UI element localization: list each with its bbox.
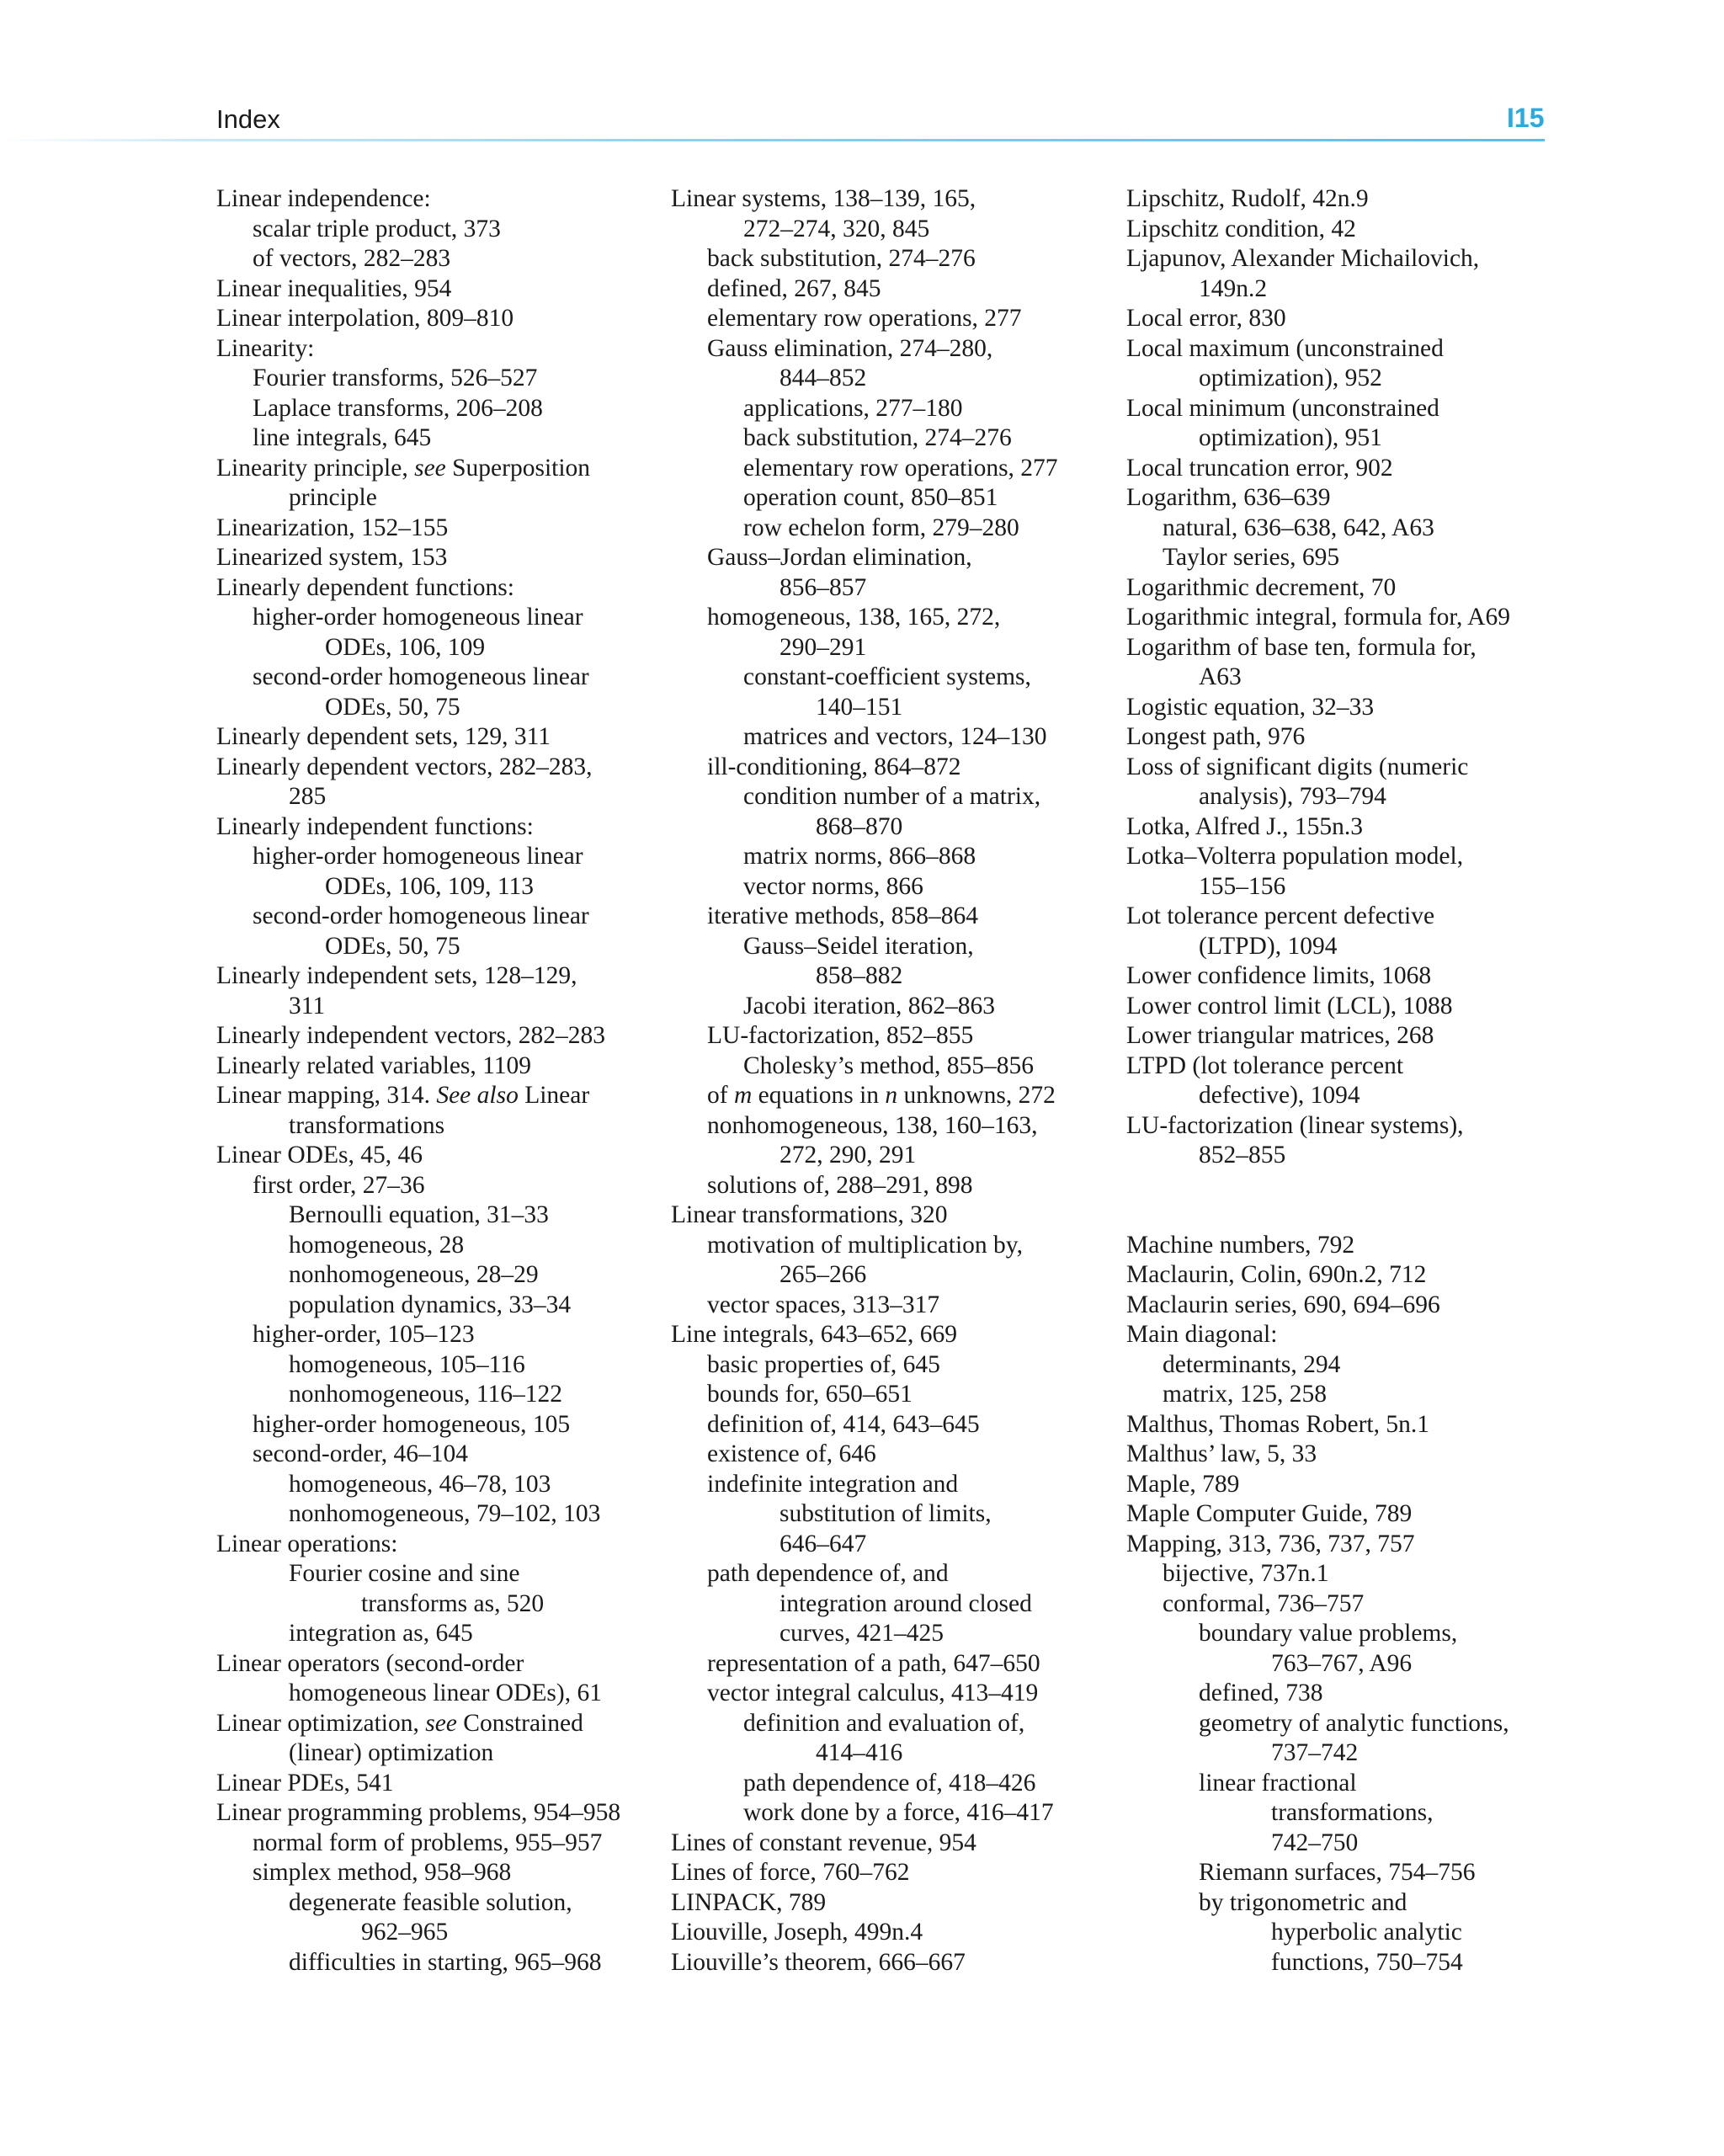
index-entry: Maple, 789 [1126, 1470, 1240, 1498]
index-subentry: Bernoulli equation, 31–33 [289, 1201, 549, 1228]
index-entry: Logarithm of base ten, formula for, [1126, 633, 1477, 661]
index-entry: Linear independence: [216, 185, 431, 212]
index-subentry: higher-order homogeneous linear [253, 604, 583, 631]
index-subentry: higher-order, 105–123 [253, 1321, 475, 1348]
index-subentry: homogeneous linear ODEs), 61 [289, 1680, 602, 1706]
index-entry: Linearly independent functions: [216, 812, 534, 840]
index-entry: Local truncation error, 902 [1126, 454, 1393, 482]
index-entry: LINPACK, 789 [671, 1888, 827, 1916]
index-subentry: 868–870 [816, 812, 903, 840]
index-subentry: definition and evaluation of, [743, 1709, 1025, 1737]
index-subentry: 140–151 [816, 693, 903, 721]
index-subentry: bijective, 737n.1 [1163, 1560, 1329, 1587]
index-subentry: 844–852 [780, 365, 867, 391]
index-subentry: condition number of a matrix, [743, 783, 1041, 810]
index-subentry: 311 [289, 992, 326, 1019]
index-subentry: determinants, 294 [1163, 1350, 1341, 1378]
index-entry: Ljapunov, Alexander Michailovich, [1126, 245, 1480, 272]
index-entry: Linear mapping, 314. See also Linear [216, 1082, 590, 1109]
index-subentry: scalar triple product, 373 [253, 215, 501, 242]
index-subentry: natural, 636–638, 642, A63 [1163, 514, 1434, 541]
index-subentry: Fourier cosine and sine [289, 1560, 520, 1587]
index-subentry: transforms as, 520 [361, 1589, 545, 1617]
index-subentry: 414–416 [816, 1739, 903, 1766]
index-entry: Liouville’s theorem, 666–667 [671, 1948, 966, 1976]
index-subentry: nonhomogeneous, 79–102, 103 [289, 1500, 601, 1527]
index-subentry: Gauss–Seidel iteration, [743, 932, 974, 960]
index-subentry: nonhomogeneous, 116–122 [289, 1381, 563, 1408]
index-entry: LU-factorization (linear systems), [1126, 1111, 1464, 1139]
index-entry: Lot tolerance percent defective [1126, 902, 1435, 929]
index-subentry: Riemann surfaces, 754–756 [1199, 1859, 1476, 1886]
index-subentry: matrix, 125, 258 [1163, 1381, 1328, 1408]
index-subentry: 737–742 [1271, 1739, 1359, 1766]
index-entry: Linear interpolation, 809–810 [216, 305, 514, 332]
index-subentry: first order, 27–36 [253, 1171, 425, 1199]
index-subentry: simplex method, 958–968 [253, 1859, 512, 1886]
index-subentry: Cholesky’s method, 855–856 [743, 1051, 1034, 1079]
index-subentry: homogeneous, 138, 165, 272, [707, 604, 1001, 631]
index-subentry: representation of a path, 647–650 [707, 1649, 1040, 1677]
index-subentry: 852–855 [1199, 1142, 1286, 1168]
index-subentry: principle [289, 484, 377, 511]
index-subentry: difficulties in starting, 965–968 [289, 1948, 602, 1976]
index-entry: LTPD (lot tolerance percent [1126, 1051, 1404, 1079]
index-subentry: defective), 1094 [1199, 1082, 1360, 1109]
index-subentry: normal form of problems, 955–957 [253, 1829, 603, 1856]
index-subentry: defined, 267, 845 [707, 274, 881, 302]
index-entry: Lower triangular matrices, 268 [1126, 1022, 1434, 1049]
index-entry: Linearly dependent vectors, 282–283, [216, 753, 593, 780]
index-subentry: ODEs, 50, 75 [325, 693, 460, 721]
index-entry: Lines of force, 760–762 [671, 1859, 910, 1886]
index-subentry: conformal, 736–757 [1163, 1589, 1365, 1617]
index-subentry: elementary row operations, 277 [743, 454, 1058, 482]
index-subentry: geometry of analytic functions, [1199, 1709, 1509, 1737]
running-head [0, 0, 1724, 143]
index-entry: Linear operations: [216, 1530, 398, 1557]
index-entry: Logarithmic integral, formula for, A69 [1126, 604, 1510, 631]
index-subentry: vector integral calculus, 413–419 [707, 1680, 1039, 1706]
index-subentry: iterative methods, 858–864 [707, 902, 978, 929]
index-subentry: boundary value problems, [1199, 1620, 1458, 1647]
index-entry: Logistic equation, 32–33 [1126, 693, 1375, 721]
index-subentry: hyperbolic analytic [1271, 1919, 1462, 1946]
index-subentry: second-order homogeneous linear [253, 663, 589, 690]
index-subentry: integration as, 645 [289, 1620, 473, 1647]
index-entry: Linearity: [216, 334, 315, 362]
index-subentry: transformations [289, 1111, 445, 1139]
index-subentry: work done by a force, 416–417 [743, 1799, 1054, 1826]
index-entry: Loss of significant digits (numeric [1126, 753, 1469, 780]
index-subentry: constant-coefficient systems, [743, 663, 1031, 690]
index-subentry: 742–750 [1271, 1829, 1359, 1856]
index-subentry: optimization), 951 [1199, 424, 1382, 451]
index-entry: Logarithmic decrement, 70 [1126, 573, 1397, 601]
index-subentry: basic properties of, 645 [707, 1350, 940, 1378]
index-subentry: 856–857 [780, 573, 867, 601]
index-entry: Linear ODEs, 45, 46 [216, 1142, 423, 1168]
index-entry: Linear inequalities, 954 [216, 274, 452, 302]
index-subentry: ODEs, 106, 109, 113 [325, 872, 535, 900]
index-subentry: back substitution, 274–276 [707, 245, 976, 272]
index-subentry: operation count, 850–851 [743, 484, 998, 511]
index-subentry: second-order, 46–104 [253, 1440, 469, 1467]
index-subentry: second-order homogeneous linear [253, 902, 589, 929]
index-entry: Local minimum (unconstrained [1126, 394, 1439, 422]
index-subentry: LU-factorization, 852–855 [707, 1022, 974, 1049]
running-head-title: Index [216, 104, 280, 134]
index-subentry: Jacobi iteration, 862–863 [743, 992, 996, 1019]
index-subentry: nonhomogeneous, 28–29 [289, 1261, 539, 1288]
index-entry: Local maximum (unconstrained [1126, 334, 1444, 362]
index-entry: Logarithm, 636–639 [1126, 484, 1331, 511]
index-subentry: solutions of, 288–291, 898 [707, 1171, 973, 1199]
index-subentry: 149n.2 [1199, 274, 1268, 302]
index-subentry: applications, 277–180 [743, 394, 963, 422]
index-subentry: path dependence of, 418–426 [743, 1769, 1036, 1797]
index-subentry: functions, 750–754 [1271, 1948, 1463, 1976]
header-rule [0, 139, 1545, 141]
index-subentry: higher-order homogeneous linear [253, 843, 583, 870]
index-subentry: by trigonometric and [1199, 1888, 1407, 1916]
index-subentry: homogeneous, 46–78, 103 [289, 1470, 551, 1498]
index-subentry: (linear) optimization [289, 1739, 494, 1766]
index-entry: Linear programming problems, 954–958 [216, 1799, 621, 1826]
index-entry: Lotka–Volterra population model, [1126, 843, 1464, 870]
index-column-3 [1126, 184, 1581, 1978]
page-number: I15 [1507, 103, 1545, 133]
index-subentry: 272, 290, 291 [780, 1142, 917, 1168]
index-subentry: linear fractional [1199, 1769, 1357, 1797]
index-subentry: A63 [1199, 663, 1242, 690]
index-entry: Linear systems, 138–139, 165, [671, 185, 976, 212]
index-subentry: ODEs, 50, 75 [325, 932, 460, 960]
index-subentry: 858–882 [816, 962, 903, 989]
index-entry: Linear transformations, 320 [671, 1201, 948, 1228]
index-subentry: of m equations in n unknowns, 272 [707, 1082, 1056, 1109]
index-entry: Linearly independent sets, 128–129, [216, 962, 577, 989]
index-subentry: elementary row operations, 277 [707, 305, 1022, 332]
index-subentry: ill-conditioning, 864–872 [707, 753, 961, 780]
index-subentry: 265–266 [780, 1261, 867, 1288]
index-entry: Maple Computer Guide, 789 [1126, 1500, 1413, 1527]
index-subentry: homogeneous, 105–116 [289, 1350, 525, 1378]
index-subentry: (LTPD), 1094 [1199, 932, 1338, 960]
index-subentry: defined, 738 [1199, 1680, 1323, 1706]
index-subentry: Gauss–Jordan elimination, [707, 544, 972, 571]
index-subentry: indefinite integration and [707, 1470, 959, 1498]
index-entry: Machine numbers, 792 [1126, 1231, 1355, 1259]
index-entry: Linear optimization, see Constrained [216, 1709, 583, 1737]
index-subentry: Taylor series, 695 [1163, 544, 1340, 571]
index-subentry: of vectors, 282–283 [253, 245, 451, 272]
index-subentry: Laplace transforms, 206–208 [253, 394, 543, 422]
index-subentry: homogeneous, 28 [289, 1231, 465, 1259]
index-entry: Local error, 830 [1126, 305, 1286, 332]
index-entry: Lotka, Alfred J., 155n.3 [1126, 812, 1364, 840]
index-subentry: 646–647 [780, 1530, 867, 1557]
index-entry: Maclaurin, Colin, 690n.2, 712 [1126, 1261, 1427, 1288]
index-entry: Lines of constant revenue, 954 [671, 1829, 976, 1856]
index-subentry: line integrals, 645 [253, 424, 432, 451]
index-entry: Malthus, Thomas Robert, 5n.1 [1126, 1410, 1429, 1438]
index-subentry: transformations, [1271, 1799, 1434, 1826]
index-subentry: path dependence of, and [707, 1560, 949, 1587]
index-entry: Line integrals, 643–652, 669 [671, 1321, 958, 1348]
index-subentry: vector norms, 866 [743, 872, 923, 900]
index-entry: Linearized system, 153 [216, 544, 448, 571]
index-entry: Longest path, 976 [1126, 723, 1306, 750]
index-subentry: integration around closed [780, 1589, 1032, 1617]
index-subentry: 285 [289, 783, 327, 810]
index-subentry: back substitution, 274–276 [743, 424, 1012, 451]
index-subentry: substitution of limits, [780, 1500, 992, 1527]
index-column-1 [216, 184, 671, 1978]
index-subentry: vector spaces, 313–317 [707, 1291, 940, 1318]
index-entry: Liouville, Joseph, 499n.4 [671, 1919, 923, 1946]
index-subentry: 155–156 [1199, 872, 1286, 900]
index-subentry: matrix norms, 866–868 [743, 843, 976, 870]
index-entry: Linear operators (second-order [216, 1649, 524, 1677]
index-subentry: 763–767, A96 [1271, 1649, 1413, 1677]
index-subentry: definition of, 414, 643–645 [707, 1410, 980, 1438]
index-subentry: motivation of multiplication by, [707, 1231, 1023, 1259]
index-subentry: 290–291 [780, 633, 867, 661]
index-entry: Linearly related variables, 1109 [216, 1051, 532, 1079]
index-subentry: nonhomogeneous, 138, 160–163, [707, 1111, 1038, 1139]
index-subentry: matrices and vectors, 124–130 [743, 723, 1047, 750]
index-subentry: Fourier transforms, 526–527 [253, 365, 538, 391]
index-subentry: 272–274, 320, 845 [743, 215, 930, 242]
index-subentry: analysis), 793–794 [1199, 783, 1386, 810]
index-entry: Lipschitz condition, 42 [1126, 215, 1356, 242]
index-entry: Linear PDEs, 541 [216, 1769, 394, 1797]
index-subentry: existence of, 646 [707, 1440, 876, 1467]
index-entry: Linearly dependent functions: [216, 573, 514, 601]
index-entry: Malthus’ law, 5, 33 [1126, 1440, 1317, 1467]
index-subentry: population dynamics, 33–34 [289, 1291, 572, 1318]
index-subentry: curves, 421–425 [780, 1620, 944, 1647]
index-subentry: row echelon form, 279–280 [743, 514, 1019, 541]
index-subentry: ODEs, 106, 109 [325, 633, 486, 661]
index-entry: Main diagonal: [1126, 1321, 1278, 1348]
index-subentry: 962–965 [361, 1919, 449, 1946]
index-entry: Linearly independent vectors, 282–283 [216, 1022, 606, 1049]
index-subentry: higher-order homogeneous, 105 [253, 1410, 571, 1438]
index-entry: Linearization, 152–155 [216, 514, 449, 541]
index-entry: Lipschitz, Rudolf, 42n.9 [1126, 185, 1369, 212]
index-subentry: degenerate feasible solution, [289, 1888, 572, 1916]
index-subentry: bounds for, 650–651 [707, 1381, 913, 1408]
index-subentry: Gauss elimination, 274–280, [707, 334, 993, 362]
index-entry: Mapping, 313, 736, 737, 757 [1126, 1530, 1415, 1557]
index-entry: Lower confidence limits, 1068 [1126, 962, 1432, 989]
index-entry: Maclaurin series, 690, 694–696 [1126, 1291, 1440, 1318]
index-subentry: optimization), 952 [1199, 365, 1382, 391]
letter-group-gap [1126, 1171, 1581, 1231]
index-entry: Linearly dependent sets, 129, 311 [216, 723, 551, 750]
index-column-2 [671, 184, 1125, 1978]
index-entry: Linearity principle, see Superposition [216, 454, 591, 482]
index-entry: Lower control limit (LCL), 1088 [1126, 992, 1453, 1019]
